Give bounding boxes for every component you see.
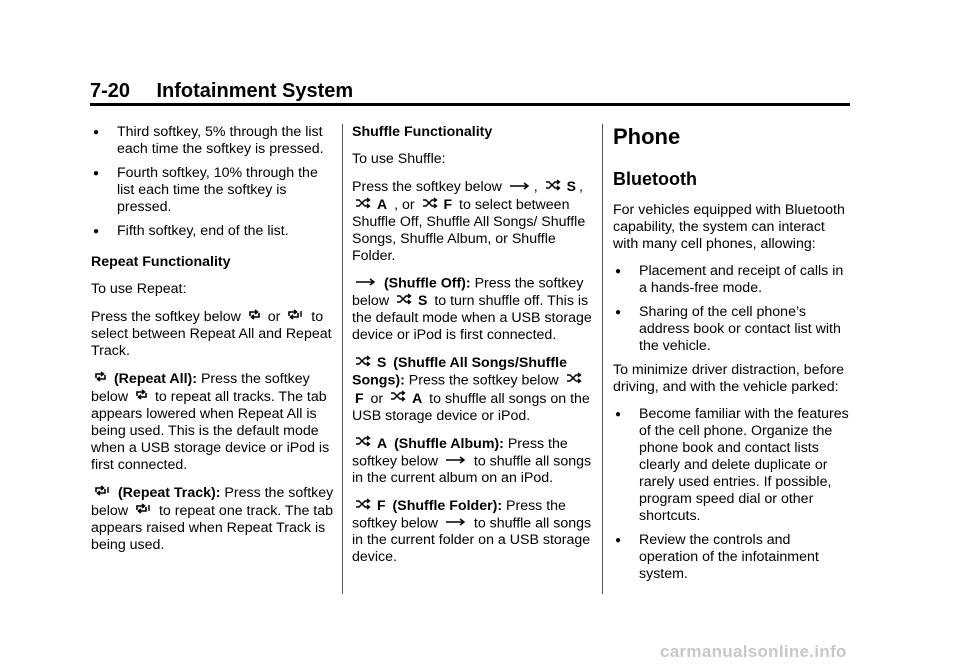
bluetooth-intro: For vehicles equipped with Bluetooth capability, the system can interact with many cell phones, allowing: (613, 202, 845, 252)
shuffle-album-para: A (Shuffle Album): Press the softkey below to shuffle all songs in the current album on an iPod. (352, 434, 592, 486)
header-rule (90, 103, 850, 106)
repeat-track-icon (94, 484, 111, 502)
shuffle-icon (566, 372, 582, 389)
shuffle-off-icon (509, 179, 531, 196)
repeat-all-icon (94, 370, 107, 388)
phone-heading: Phone (613, 124, 681, 149)
shuffle-off-icon (445, 515, 467, 532)
shuffle-icon (422, 197, 438, 214)
repeat-all-para: (Repeat All): Press the softkey below to repeat all tracks. The tab appears lowered when Repeat All is being used. This is the default mode when a USB storage device or iPod is first connected. (91, 370, 330, 473)
repeat-heading: Repeat Functionality (91, 254, 231, 270)
shuffle-off-para: (Shuffle Off): Press the softkey below S to turn shuffle off. This is the default mode when a USB storage device or iPod is first connected. (352, 275, 592, 344)
repeat-track-icon (135, 502, 152, 520)
shuffle-icon (545, 179, 561, 196)
shuffle-heading: Shuffle Functionality (352, 124, 493, 140)
column-left (91, 124, 336, 564)
shuffle-off-icon (445, 453, 467, 470)
list-item: ● Fourth softkey, 10% through the list each time the softkey is pressed. (93, 165, 318, 215)
repeat-intro: To use Repeat: (91, 281, 187, 297)
shuffle-icon (396, 293, 412, 310)
shuffle-icon (355, 498, 371, 515)
watermark: carmanualsonline.info (660, 642, 847, 661)
column-right (613, 124, 853, 590)
section-title: Infotainment System (156, 80, 354, 102)
shuffle-folder-letter: F (443, 196, 453, 212)
list-item: ● Placement and receipt of calls in a hands-free mode. (615, 263, 844, 296)
shuffle-intro: To use Shuffle: (352, 151, 446, 167)
shuffle-icon (355, 435, 371, 452)
shuffle-icon (390, 390, 406, 407)
repeat-para: Press the softkey below or to select between Repeat All and Repeat Track. (91, 308, 332, 359)
list-item: ● Third softkey, 5% through the list each time the softkey is pressed. (93, 124, 324, 157)
shuffle-off-icon (355, 275, 377, 292)
list-item: ● Fifth softkey, end of the list. (93, 223, 289, 239)
repeat-track-para: (Repeat Track): Press the softkey below to repeat one track. The tab appears raised when Repeat Track is being used. (91, 484, 334, 553)
repeat-all-icon (248, 308, 261, 326)
shuffle-icon (355, 197, 371, 214)
list-item: ● Become familiar with the features of the cell phone. Organize the phone book and contact lists clearly and delete duplicate or rarely used entries. If possible, program speed dial or other shortcuts. (615, 406, 849, 524)
list-item: ● Sharing of the cell phone’s address book or contact list with the vehicle. (615, 304, 841, 354)
page-header (90, 80, 850, 103)
repeat-track-icon (287, 308, 304, 326)
column-middle (352, 124, 592, 576)
column-divider (602, 124, 603, 594)
shuffle-songs-letter: S (566, 178, 577, 194)
shuffle-icon (355, 355, 371, 372)
shuffle-para: Press the softkey below , S , A , or F to select between Shuffle Off, Shuffle All Songs/ Shuffle Songs, Shuffle Album, or Shuffle Folder. (352, 178, 586, 264)
repeat-all-icon (135, 388, 148, 406)
distraction-para: To minimize driver distraction, before driving, and with the vehicle parked: (613, 362, 845, 395)
shuffle-album-letter: A (377, 196, 388, 212)
shuffle-folder-para: F (Shuffle Folder): Press the softkey below to shuffle all songs in the current folder on a USB storage device. (352, 496, 592, 565)
list-item: ● Review the controls and operation of the infotainment system. (615, 532, 819, 582)
shuffle-all-para: S (Shuffle All Songs/Shuffle Songs): Press the softkey below F or A to shuffle all songs on the USB storage device or iPod. (352, 354, 590, 424)
page-number: 7-20 (90, 80, 131, 102)
column-divider (342, 124, 343, 594)
bluetooth-heading: Bluetooth (613, 169, 697, 189)
